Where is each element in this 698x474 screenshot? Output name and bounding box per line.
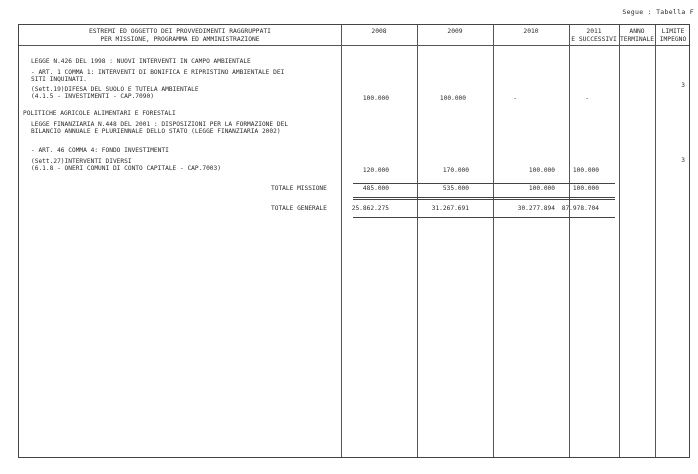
sett-27-2011: 100.000 bbox=[572, 167, 599, 174]
legge-426: LEGGE N.426 DEL 1998 : NUOVI INTERVENTI IN CAMPO AMBIENTALE bbox=[31, 58, 251, 65]
art-1-line2: SITI INQUINATI. bbox=[31, 76, 87, 84]
header-limite-line2: IMPEGNO bbox=[659, 35, 687, 43]
header-limite bbox=[655, 28, 691, 43]
totals-rule-bottom bbox=[353, 217, 615, 218]
header-anno-line1: ANNO bbox=[629, 28, 645, 35]
totale-missione-2009: 535.000 bbox=[442, 185, 469, 192]
header-2011-line2: E SUCCESSIVI bbox=[571, 35, 617, 43]
sett-19-line2: (4.1.5 - INVESTIMENTI - CAP.7090) bbox=[31, 93, 154, 101]
header-2011 bbox=[569, 28, 619, 43]
header-2009: 2009 bbox=[447, 28, 463, 35]
sett-27-line2: (6.1.8 - ONERI COMUNI DI CONTO CAPITALE - CAP.7003) bbox=[31, 165, 221, 173]
totale-generale-2009: 31.267.691 bbox=[431, 205, 469, 212]
sett-27-2010: 100.000 bbox=[528, 167, 555, 174]
totale-generale-label: TOTALE GENERALE bbox=[271, 205, 327, 212]
sett-19-2011: - bbox=[585, 95, 589, 102]
column-divider bbox=[655, 25, 656, 457]
sett-19-limite: 3 bbox=[681, 82, 685, 89]
totale-missione-2010: 100.000 bbox=[528, 185, 555, 192]
politiche-agricole: POLITICHE AGRICOLE ALIMENTARI E FORESTALI bbox=[23, 110, 176, 117]
header-anno-line2: TERMINALE bbox=[619, 35, 655, 43]
appropriations-table bbox=[18, 24, 690, 458]
column-divider bbox=[619, 25, 620, 457]
totals-rule-top bbox=[353, 183, 615, 184]
totale-missione-2011: 100.000 bbox=[572, 185, 599, 192]
totale-missione-2008: 485.000 bbox=[362, 185, 389, 192]
legge-448-line1: LEGGE FINANZIARIA N.448 DEL 2001 : DISPOSIZIONI PER LA FORMAZIONE DEL bbox=[31, 121, 289, 128]
art-1-line1: - ART. 1 COMMA 1: INTERVENTI DI BONIFICA E RIPRISTINO AMBIENTALE DEI bbox=[31, 69, 285, 76]
legge-448-line2: BILANCIO ANNUALE E PLURIENNALE DELLO STATO (LEGGE FINANZIARIA 2002) bbox=[31, 128, 281, 136]
column-divider bbox=[493, 25, 494, 457]
column-divider bbox=[341, 25, 342, 457]
sett-19-line1: (Sett.19)DIFESA DEL SUOLO E TUTELA AMBIENTALE bbox=[31, 86, 199, 93]
art-46-comma-4: - ART. 46 COMMA 4: FONDO INVESTIMENTI bbox=[31, 147, 169, 154]
table-reference: Segue : Tabella F bbox=[622, 8, 694, 16]
totals-rule-mid bbox=[353, 197, 615, 198]
header-divider bbox=[19, 45, 689, 46]
legge-448 bbox=[31, 121, 288, 136]
column-divider bbox=[417, 25, 418, 457]
sett-19-2009: 100.000 bbox=[439, 95, 466, 102]
sett-27-line1: (Sett.27)INTERVENTI DIVERSI bbox=[31, 158, 132, 165]
sett-19-2010: - bbox=[513, 95, 517, 102]
totale-missione-label: TOTALE MISSIONE bbox=[271, 185, 327, 192]
sett-27-2009: 170.000 bbox=[442, 167, 469, 174]
header-2008: 2008 bbox=[371, 28, 387, 35]
header-2010: 2010 bbox=[523, 28, 539, 35]
header-anno bbox=[619, 28, 655, 43]
sett-19-item bbox=[31, 86, 199, 101]
header-estremi-line2: PER MISSIONE, PROGRAMMA ED AMMINISTRAZIONE bbox=[100, 35, 260, 43]
sett-19-2008: 100.000 bbox=[362, 95, 389, 102]
header-estremi-line1: ESTREMI ED OGGETTO DEI PROVVEDIMENTI RAGGRUPPATI bbox=[89, 28, 271, 35]
header-2011-line1: 2011 bbox=[586, 28, 602, 35]
column-divider bbox=[569, 25, 570, 457]
sett-27-limite: 3 bbox=[681, 157, 685, 164]
totale-generale-2010: 30.277.894 bbox=[517, 205, 555, 212]
art-1-comma-1 bbox=[31, 69, 284, 84]
totale-generale-2008: 25.862.275 bbox=[351, 205, 389, 212]
header-estremi bbox=[19, 28, 341, 43]
sett-27-2008: 120.000 bbox=[362, 167, 389, 174]
sett-27-item bbox=[31, 158, 221, 173]
header-limite-line1: LIMITE bbox=[661, 28, 685, 35]
totale-generale-2011: 87.978.704 bbox=[561, 205, 599, 212]
totals-rule-mid-double bbox=[353, 199, 615, 200]
